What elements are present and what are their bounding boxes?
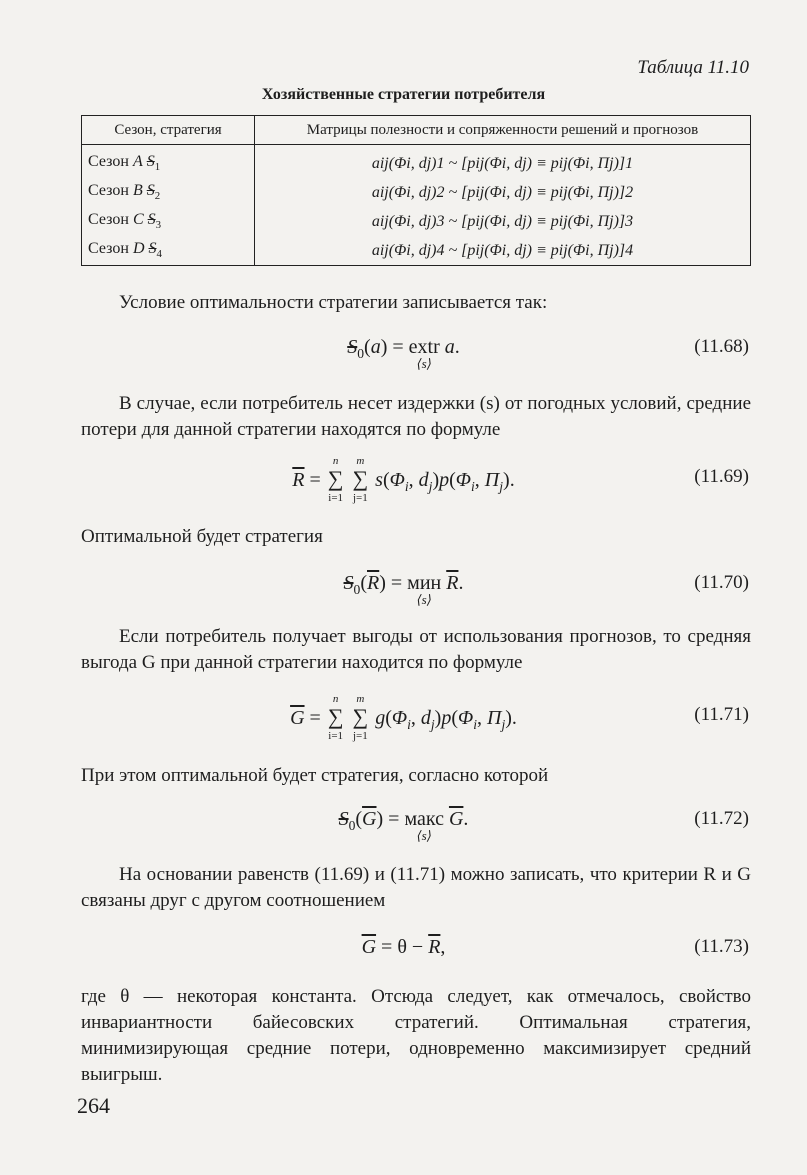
matrix-cell: aij(Φi, dj)3 ~ [pij(Φi, dj) ≡ pij(Φi, Πj)]3 [255, 207, 751, 236]
matrix-cell: aij(Φi, dj)1 ~ [pij(Φi, dj) ≡ pij(Φi, Πj)]1 [255, 145, 751, 179]
paragraph: В случае, если потребитель несет издержки (s) от погодных условий, средние потери для данной стратегии находятся по формуле [81, 393, 751, 440]
strategy-symbol: S [148, 240, 157, 258]
formula-11-70: $S_0(\overline{R})$ = мин ⟨s⟩ $\overline{R}$. (11.70) [343, 572, 749, 607]
formula-11-72: $S_0(\overline{G})$ = макс ⟨s⟩ $\overline{G}$. (11.72) [338, 808, 749, 843]
season-cell [82, 145, 255, 179]
header-season: Сезон, стратегия [82, 116, 255, 145]
strategy-index: 4 [156, 248, 162, 261]
equation-number: (11.71) [694, 704, 749, 725]
strategy-index: 1 [154, 161, 161, 174]
header-matrix: Матрицы полезности и сопряженности решений и прогнозов [255, 116, 751, 145]
season-cell [82, 236, 255, 266]
paragraph: Если потребитель получает выгоды от использования прогнозов, то средняя выгода G при данной стратегии находится по формуле [81, 626, 751, 673]
paragraph: Условие оптимальности стратегии записывается так: [119, 292, 548, 313]
equation-number: (11.73) [694, 936, 749, 957]
table-row [82, 236, 751, 266]
season-label: Сезон [88, 211, 129, 229]
season-cell [82, 207, 255, 236]
season-letter: A [132, 153, 143, 171]
season-cell [82, 178, 255, 207]
table-row [82, 178, 751, 207]
extr-operator: extr [408, 336, 440, 358]
max-operator: макс [404, 808, 444, 830]
strategy-index: 3 [155, 219, 162, 232]
season-letter: B [132, 182, 143, 200]
paragraph: где θ — некоторая константа. Отсюда следует, как отмечалось, свойство инвариантности байесовских стратегий. Оптимальная стратегия, минимизирующая средние потери, одновременно максимизирует средний выигрыш. [81, 986, 751, 1085]
season-label: Сезон [88, 153, 129, 171]
table-row [82, 145, 751, 179]
matrix-cell: aij(Φi, dj)4 ~ [pij(Φi, dj) ≡ pij(Φi, Πj)]4 [255, 236, 751, 266]
equation-number: (11.70) [694, 572, 749, 593]
strategy-set: ⟨s⟩ [416, 356, 432, 371]
formula-11-73: $\overline{G} = \theta - \overline{R}$, (11.73) [361, 936, 749, 958]
strategy-symbol: S [146, 153, 155, 171]
paragraph: Оптимальной будет стратегия [81, 526, 323, 547]
strategy-symbol: S [146, 182, 155, 200]
formula-11-71: $\overline{G}$ = ∑ n i=1 ∑ m j=1 $g(\Phi_i$, $d_j)p(\Phi_i$, $\Pi_j$). (11.71) [290, 693, 749, 742]
equation-number: (11.68) [694, 336, 749, 357]
table-caption: Таблица 11.10 [637, 57, 749, 78]
strategy-set: ⟨s⟩ [416, 592, 432, 607]
formula-11-69: $\overline{R}$ = ∑ n i=1 ∑ m j=1 $s(\Phi_i$, $d_j)p(\Phi_i$, $\Pi_j$). (11.69) [292, 455, 749, 504]
strategy-set: ⟨s⟩ [416, 828, 432, 843]
formula-11-68: $S_0(a)$ = extr ⟨s⟩ a. (11.68) [347, 336, 749, 371]
equation-number: (11.72) [694, 808, 749, 829]
page-number: 264 [77, 1093, 110, 1118]
season-label: Сезон [88, 240, 129, 258]
table-title: Хозяйственные стратегии потребителя [261, 86, 546, 103]
paragraph: При этом оптимальной будет стратегия, согласно которой [81, 765, 549, 786]
season-label: Сезон [88, 182, 129, 200]
season-letter: D [132, 240, 145, 258]
strategy-table [81, 115, 751, 266]
strategy-index: 2 [154, 190, 161, 203]
table-header-row [82, 116, 751, 145]
equation-number: (11.69) [694, 466, 749, 487]
season-letter: C [132, 211, 144, 229]
paragraph: На основании равенств (11.69) и (11.71) можно записать, что критерии R и G связаны друг с другом соотношением [81, 864, 751, 911]
table-row [82, 207, 751, 236]
min-operator: мин [407, 572, 442, 594]
matrix-cell: aij(Φi, dj)2 ~ [pij(Φi, dj) ≡ pij(Φi, Πj)]2 [255, 178, 751, 207]
strategy-symbol: S [147, 211, 156, 229]
